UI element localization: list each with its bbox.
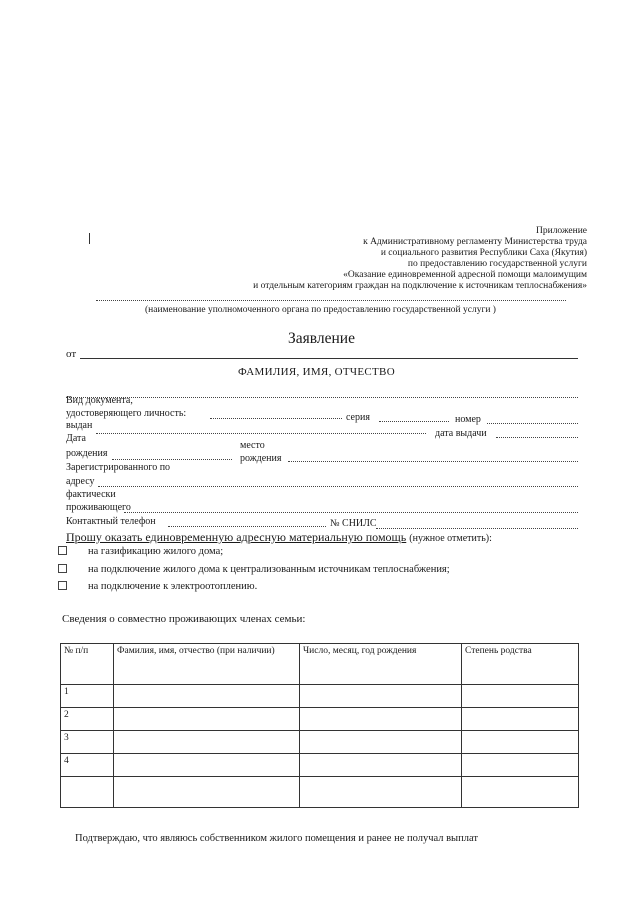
gasification-checkbox[interactable] xyxy=(58,546,67,555)
appendix-line-4: по предоставлению государственной услуги xyxy=(407,259,587,269)
row-number: 4 xyxy=(61,754,114,777)
row-number xyxy=(61,777,114,808)
birth-date-input[interactable] xyxy=(112,459,232,460)
option-heat-supply[interactable] xyxy=(58,564,450,575)
issue-date-label: дата выдачи xyxy=(435,428,487,439)
member-birth-cell[interactable] xyxy=(300,777,462,808)
snils-input[interactable] xyxy=(376,528,578,529)
doc-type-label-1: Вид документа, xyxy=(66,395,133,406)
request-note-text: (нужное отметить): xyxy=(409,533,492,544)
option-electric-heating-label: на подключение к электроотоплению. xyxy=(88,581,258,592)
fio-input-line[interactable] xyxy=(80,358,578,359)
table-row xyxy=(61,708,579,731)
member-relation-cell[interactable] xyxy=(462,708,579,731)
header-number: № п/п xyxy=(61,644,114,685)
member-relation-cell[interactable] xyxy=(462,685,579,708)
form-title: Заявление xyxy=(288,330,355,347)
appendix-line-5: «Оказание единовременной адресной помощи малоимущим xyxy=(343,270,587,280)
birth-place-label-2: рождения xyxy=(240,453,282,464)
appendix-line-2: к Административному регламенту Министерства труда xyxy=(363,237,587,247)
actual-address-input[interactable] xyxy=(124,512,578,513)
option-gasification-label: на газификацию жилого дома; xyxy=(88,546,224,557)
actual-label-1: фактически xyxy=(66,489,116,500)
member-name-cell[interactable] xyxy=(114,754,300,777)
birth-place-input[interactable] xyxy=(288,461,578,462)
member-relation-cell[interactable] xyxy=(462,754,579,777)
table-row xyxy=(61,754,579,777)
request-main-text: Прошу оказать единовременную адресную материальную помощь xyxy=(66,530,407,544)
snils-label: № СНИЛС xyxy=(330,518,377,529)
table-row xyxy=(61,777,579,808)
fio-caption: ФАМИЛИЯ, ИМЯ, ОТЧЕСТВО xyxy=(238,366,395,378)
appendix-line-6: и отдельным категориям граждан на подключение к источникам теплоснабжения» xyxy=(253,281,587,291)
header-full-name: Фамилия, имя, отчество (при наличии) xyxy=(114,644,300,685)
registered-label-1: Зарегистрированного по xyxy=(66,462,171,473)
confirmation-text: Подтверждаю, что являюсь собственником жилого помещения и ранее не получал выплат xyxy=(75,833,478,844)
option-electric-heating[interactable] xyxy=(58,581,257,592)
member-relation-cell[interactable] xyxy=(462,777,579,808)
row-number: 1 xyxy=(61,685,114,708)
authority-caption: (наименование уполномоченного органа по предоставлению государственной услуги ) xyxy=(145,305,496,315)
member-name-cell[interactable] xyxy=(114,731,300,754)
option-gasification[interactable] xyxy=(58,546,223,557)
doc-type-label-2: удостоверяющего личность: xyxy=(66,408,187,419)
member-birth-cell[interactable] xyxy=(300,685,462,708)
header-birth-date: Число, месяц, год рождения xyxy=(300,644,462,685)
option-heat-supply-label: на подключение жилого дома к централизованным источникам теплоснабжения; xyxy=(88,564,450,575)
member-birth-cell[interactable] xyxy=(300,708,462,731)
issue-date-input[interactable] xyxy=(496,437,578,438)
registered-label-2: адресу xyxy=(66,476,95,487)
family-members-table xyxy=(60,643,579,808)
authority-input-line[interactable] xyxy=(96,300,566,301)
number-input[interactable] xyxy=(487,423,578,424)
table-row xyxy=(61,685,579,708)
member-name-cell[interactable] xyxy=(114,685,300,708)
issued-label: выдан xyxy=(66,420,93,431)
fio-extra-line[interactable] xyxy=(66,397,578,398)
member-birth-cell[interactable] xyxy=(300,754,462,777)
row-number: 3 xyxy=(61,731,114,754)
heat-supply-checkbox[interactable] xyxy=(58,564,67,573)
margin-mark xyxy=(89,233,90,244)
actual-label-2: проживающего xyxy=(66,502,131,513)
member-birth-cell[interactable] xyxy=(300,731,462,754)
registered-address-input[interactable] xyxy=(98,486,578,487)
member-name-cell[interactable] xyxy=(114,777,300,808)
electric-heating-checkbox[interactable] xyxy=(58,581,67,590)
phone-input[interactable] xyxy=(168,526,326,527)
appendix-line-3: и социального развития Республики Саха (Якутия) xyxy=(380,248,587,258)
appendix-line-1: Приложение xyxy=(536,226,587,236)
issued-input[interactable] xyxy=(96,433,426,434)
series-input[interactable] xyxy=(379,421,449,422)
birth-date-label-2: рождения xyxy=(66,448,108,459)
birth-place-label-1: место xyxy=(240,440,265,451)
member-name-cell[interactable] xyxy=(114,708,300,731)
number-label: номер xyxy=(455,414,481,425)
table-row xyxy=(61,731,579,754)
doc-type-input[interactable] xyxy=(210,418,342,419)
birth-date-label-1: Дата xyxy=(66,433,86,444)
request-text xyxy=(66,530,492,545)
row-number: 2 xyxy=(61,708,114,731)
header-relation: Степень родства xyxy=(462,644,579,685)
phone-label: Контактный телефон xyxy=(66,516,156,527)
table-header-row xyxy=(61,644,579,685)
family-section-title: Сведения о совместно проживающих членах семьи: xyxy=(62,613,306,625)
from-label: от xyxy=(66,348,77,360)
series-label: серия xyxy=(346,412,370,423)
member-relation-cell[interactable] xyxy=(462,731,579,754)
